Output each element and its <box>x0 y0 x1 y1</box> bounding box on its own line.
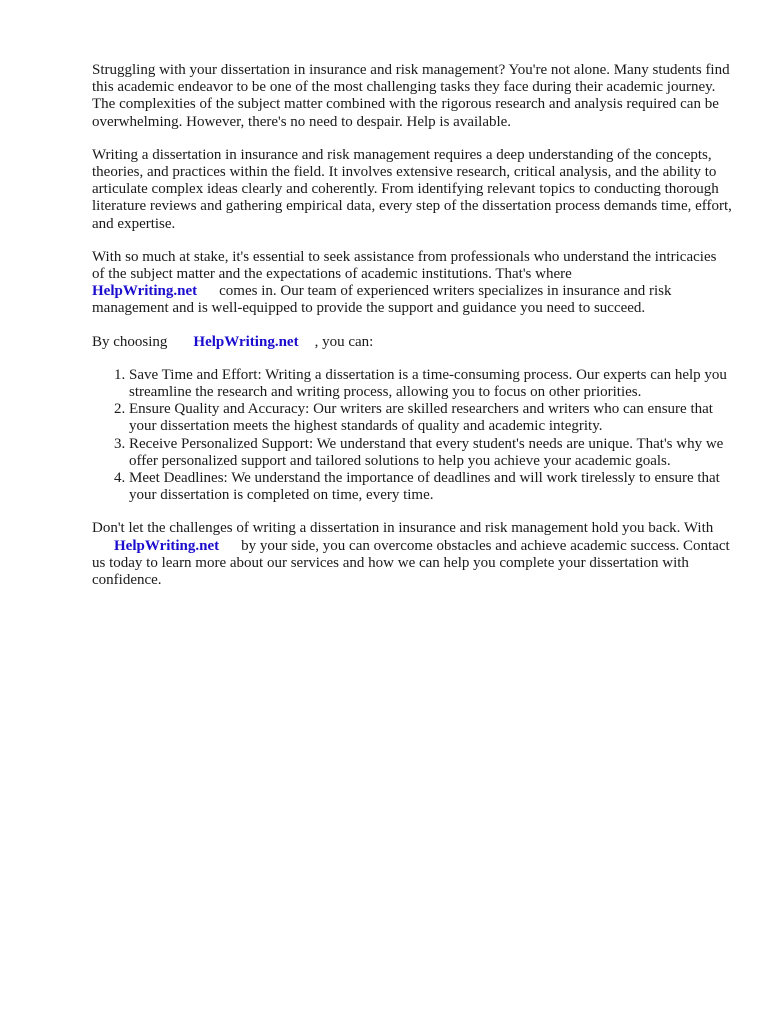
list-item: 1. Save Time and Effort: Writing a dissertation is a time-consuming process. Our experts can help you streamline the research and writing process, allowing you to focus on other priorities. <box>129 367 732 401</box>
assistance-text-after: comes in. Our team of experienced writers specializes in insurance and risk management and is well-equipped to provide the support and guidance you need to succeed. <box>92 283 672 317</box>
helpwriting-link-2[interactable]: HelpWriting.net <box>193 333 299 350</box>
requirements-paragraph: Writing a dissertation in insurance and risk management requires a deep understanding of the concepts, theories, and practices within the field. It involves extensive research, critical analysis, and the ability to articulate complex ideas clearly and coherently. From identifying relevant topics to conducting thorough literature reviews and gathering empirical data, every step of the dissertation process demands time, effort, and expertise. <box>92 146 732 232</box>
benefits-list <box>92 367 732 505</box>
choosing-paragraph <box>92 334 732 351</box>
closing-paragraph <box>92 520 732 589</box>
choosing-text-after: , you can: <box>314 333 374 350</box>
list-item: 3. Receive Personalized Support: We understand that every student's needs are unique. That's why we offer personalized support and tailored solutions to help you achieve your academic goals. <box>129 436 732 470</box>
helpwriting-link-3[interactable]: HelpWriting.net <box>114 537 220 554</box>
helpwriting-link-1[interactable]: HelpWriting.net <box>92 283 198 300</box>
list-item: 2. Ensure Quality and Accuracy: Our writers are skilled researchers and writers who can ensure that your dissertation meets the highest standards of quality and academic integrity. <box>129 401 732 435</box>
list-item: 4. Meet Deadlines: We understand the importance of deadlines and will work tirelessly to ensure that your dissertation is completed on time, every time. <box>129 470 732 504</box>
choosing-text-before: By choosing <box>92 333 168 350</box>
assistance-text-before: With so much at stake, it's essential to seek assistance from professionals who understand the intricacies of the subject matter and the expectations of academic institutions. That's where <box>92 248 717 283</box>
assistance-paragraph <box>92 249 732 318</box>
intro-paragraph: Struggling with your dissertation in insurance and risk management? You're not alone. Many students find this academic endeavor to be one of the most challenging tasks they face during their academic journey. The complexities of the subject matter combined with the rigorous research and analysis required can be overwhelming. However, there's no need to despair. Help is available. <box>92 62 730 130</box>
closing-text-before: Don't let the challenges of writing a dissertation in insurance and risk management hold you back. With <box>92 520 714 537</box>
closing-text-after: by your side, you can overcome obstacles and achieve academic success. Contact us today to learn more about our services and how we can help you complete your dissertation with confidence. <box>92 537 730 589</box>
document-page <box>92 62 732 605</box>
